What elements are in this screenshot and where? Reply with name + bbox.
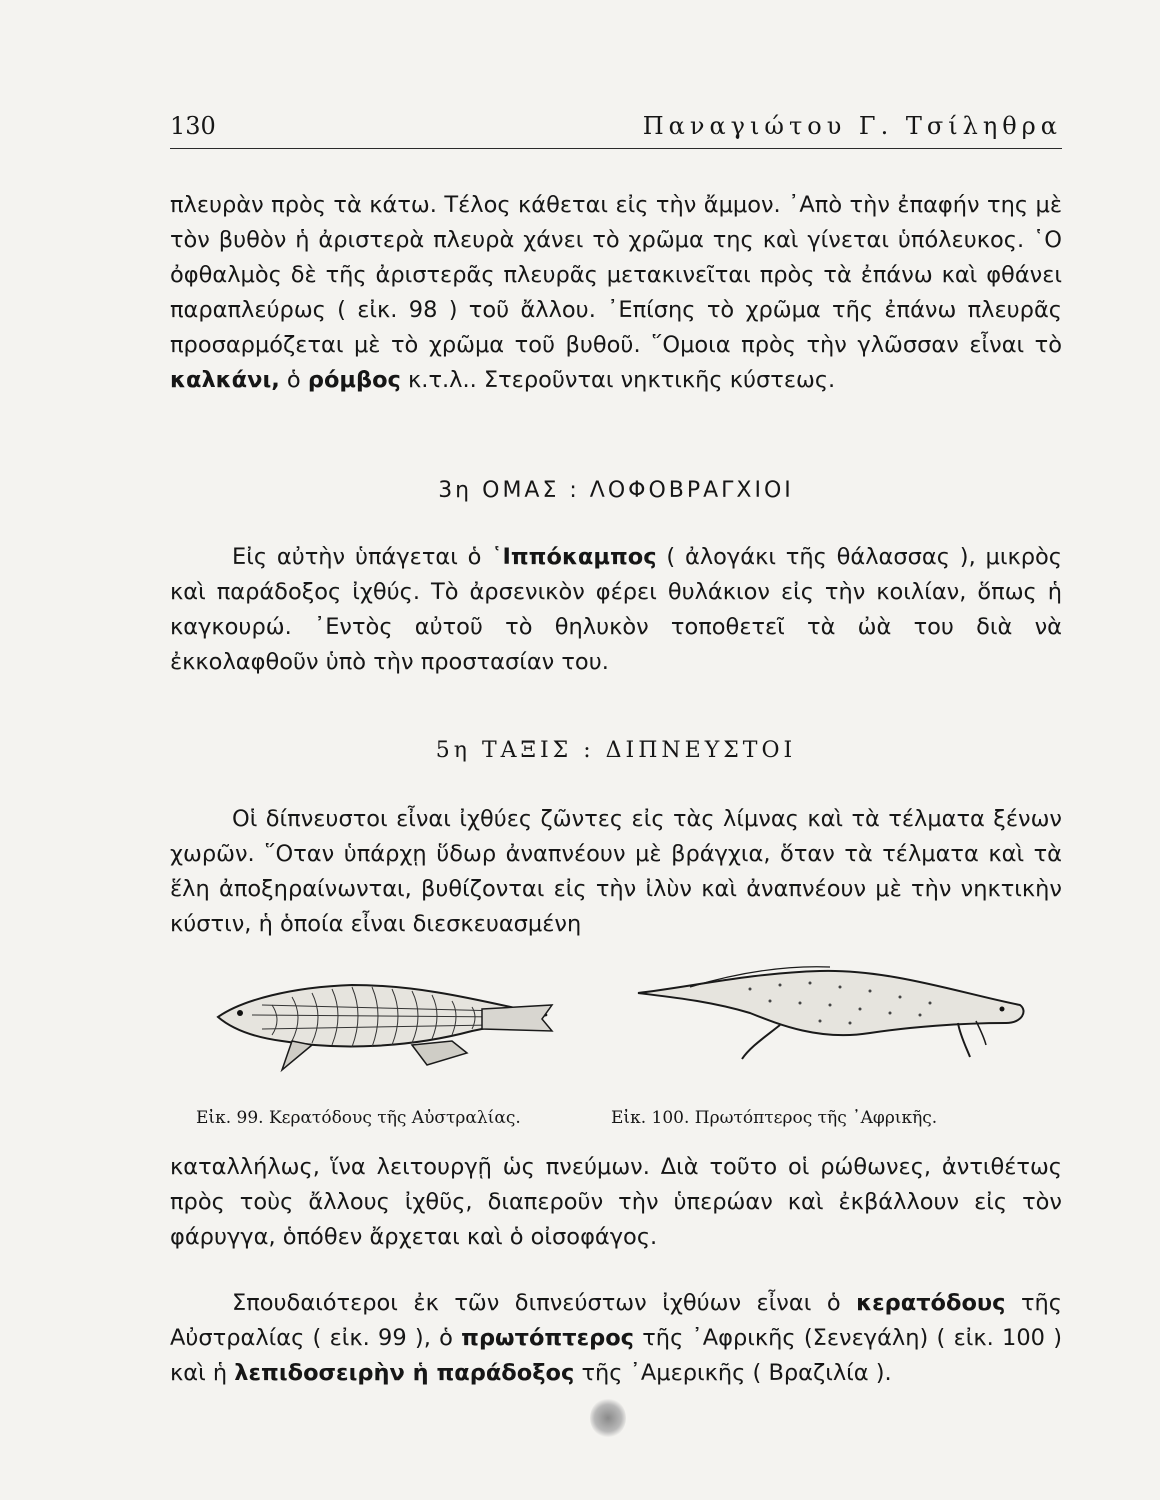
ink-smudge — [590, 1398, 626, 1438]
ceratodus-illustration — [212, 975, 557, 1075]
section-heading-dipneustoi: 5η ΤΑΞΙΣ : ΔΙΠΝΕΥΣΤΟΙ — [435, 738, 797, 763]
page-header — [170, 112, 1062, 149]
page-number: 130 — [170, 112, 216, 140]
paragraph-lungfish — [170, 802, 1062, 942]
fig100-caption: Εἰκ. 100. Πρωτόπτερος τῆς ᾿Αφρικῆς. — [611, 1108, 938, 1128]
fig99-caption: Εἰκ. 99. Κερατόδους τῆς Αὐστραλίας. — [196, 1108, 521, 1128]
term-keratodous: κερατόδους — [856, 1290, 1006, 1316]
text-span: πλευρὰν πρὸς τὰ κάτω. Τέλος κάθεται εἰς τὴν ἄμμον. ᾿Απὸ τὴν ἐπαφήν της μὲ τὸν βυθὸν ἡ ἀριστερὰ πλευρὰ χάνει τὸ χρῶμα της καὶ γίνεται ὑπόλευκος. ῾Ο ὀφθαλμὸς δὲ τῆς ἀριστερᾶς πλευρᾶς μετακινεῖται πρὸς τὰ ἐπάνω καὶ φθάνει παραπλεύρως ( εἰκ. 98 ) τοῦ ἄλλου. ᾿Επίσης τὸ χρῶμα τῆς ἐπάνω πλευρᾶς προσαρμόζεται μὲ τὸ χρῶμα τοῦ βυθοῦ. ῞Ομοια πρὸς τὴν γλῶσσαν εἶναι τὸ — [170, 192, 1062, 358]
paragraph-lung-function — [170, 1150, 1062, 1255]
term-hippocampus: ῾Ιππόκαμπος — [491, 544, 657, 570]
fish-eye-icon — [237, 1010, 243, 1016]
text-span: Σπουδαιότεροι ἐκ τῶν διπνεύστων ἰχθύων εἶναι ὁ — [232, 1290, 857, 1316]
paragraph-seahorse — [170, 540, 1062, 680]
protopterus-illustration — [630, 965, 1035, 1070]
text-span: κ.τ.λ.. Στεροῦνται νηκτικῆς κύστεως. — [400, 367, 836, 393]
term-romvos: ρόμβος — [307, 367, 401, 393]
running-title: Παναγιώτου Γ. Τσίληθρα — [642, 112, 1062, 140]
text-span: Εἰς αὐτὴν ὑπάγεται ὁ — [232, 544, 492, 570]
paragraph-species — [170, 1286, 1062, 1391]
paragraph-text: καταλλήλως, ἵνα λειτουργῇ ὡς πνεύμων. Διὰ τοῦτο οἱ ρώθωνες, ἀντιθέτως πρὸς τοὺς ἄλλους ἰχθῦς, διαπεροῦν τὴν ὑπερώαν καὶ ἐκβάλλουν εἰς τὸν φάρυγγα, ὁπόθεν ἄρχεται καὶ ὁ οἰσοφάγος. — [170, 1154, 1062, 1250]
paragraph-text: Οἱ δίπνευστοι εἶναι ἰχθύες ζῶντες εἰς τὰς λίμνας καὶ τὰ τέλματα ξένων χωρῶν. ῞Οταν ὑπάρχῃ ὕδωρ ἀναπνέουν μὲ βράγχια, ὅταν τὰ τέλματα καὶ τὰ ἕλη ἀποξηραίνωνται, βυθίζονται εἰς τὴν ἰλὺν καὶ ἀναπνέουν μὲ τὴν νηκτικὴν κύστιν, ἡ ὁποία εἶναι διεσκευασμένη — [170, 806, 1062, 937]
paragraph-flatfish — [170, 188, 1062, 398]
term-kalkani: καλκάνι, — [170, 367, 280, 393]
text-span: τῆς ᾿Αμερικῆς ( Βραζιλία ). — [574, 1360, 892, 1386]
text-span: ὁ — [279, 367, 308, 393]
text-span: τῆς ᾿Αφρικῆς (Σενεγάλη) ( εἰκ. 100 ) καὶ ἡ — [170, 1325, 1062, 1386]
term-protopteros: πρωτόπτερος — [461, 1325, 634, 1351]
section-heading-lofovragxioi: 3η ΟΜΑΣ : ΛΟΦΟΒΡΑΓΧΙΟΙ — [438, 478, 794, 503]
fish-eye-icon — [1000, 1007, 1005, 1012]
term-lepidosiren: λεπιδοσειρὴν ἡ παράδοξος — [234, 1360, 575, 1386]
text-span: ( ἀλογάκι τῆς θάλασσας ), μικρὸς καὶ παράδοξος ἰχθύς. Τὸ ἀρσενικὸν φέρει θυλάκιον εἰς τὴν κοιλίαν, ὅπως ἡ καγκουρώ. ᾿Εντὸς αὐτοῦ τὸ θηλυκὸν τοποθετεῖ τὰ ὠὰ του διὰ νὰ ἐκκολαφθοῦν ὑπὸ τὴν προστασίαν του. — [170, 544, 1063, 675]
text-span: τῆς Αὐστραλίας ( εἰκ. 99 ), ὁ — [170, 1290, 1062, 1351]
